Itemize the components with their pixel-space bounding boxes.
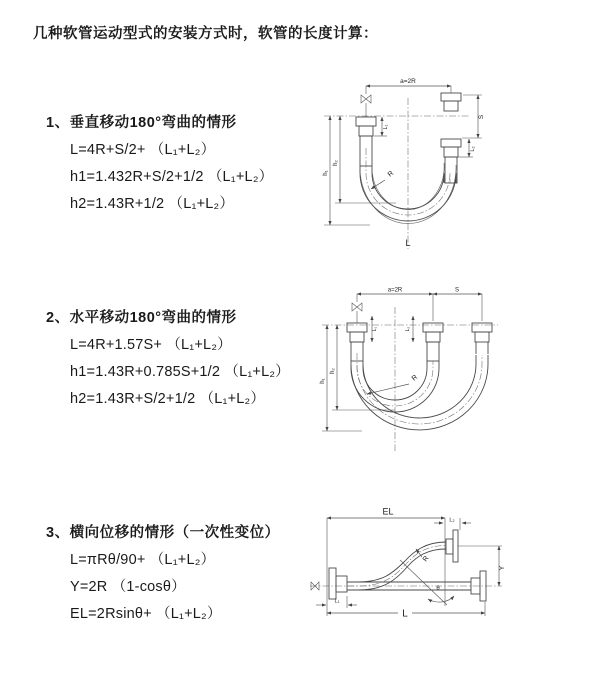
hose-u-bend-moved [351, 355, 488, 430]
section-2-formula-L: L=4R+1.57S+ （L₁+L₂） [70, 337, 232, 353]
end-length-dimensions [372, 316, 413, 342]
section-3-heading: 3、横向位移的情形（一次性变位） [46, 525, 280, 541]
lateral-displacement-diagram [300, 498, 600, 663]
moved-flange-assembly [446, 530, 458, 562]
span-dimension [366, 78, 451, 94]
section-3-formula-EL: EL=2Rsinθ+ （L₁+L₂） [70, 606, 222, 622]
hose-s-curve [347, 542, 446, 590]
dim-label-h1: h₁ [320, 378, 326, 384]
dim-label-l1: L₁ [383, 124, 389, 130]
right-pipe-moved-position [441, 93, 461, 111]
horizontal-180-bend-diagram [310, 283, 600, 458]
angle-construction [400, 560, 454, 605]
section-2-formula-h1: h1=1.43R+0.785S+1/2 （L₁+L₂） [70, 364, 290, 380]
l-dimension [327, 602, 485, 620]
end-length-dimensions [374, 117, 476, 157]
dim-label-a2r: a=2R [400, 78, 416, 85]
dim-label-s: S [478, 114, 485, 120]
dim-label-l2: L₂ [470, 146, 476, 152]
l1-dimension [316, 596, 357, 608]
height-dimensions [320, 325, 395, 431]
section-2-heading: 2、水平移动180°弯曲的情形 [46, 310, 237, 326]
dim-label-theta: θ [436, 586, 440, 592]
radius-callout [367, 374, 419, 394]
right-pipe-moved-position [472, 323, 492, 354]
dim-label-radius: R [410, 373, 420, 383]
dim-label-length: L [405, 238, 411, 248]
dim-label-l2: L₂ [449, 517, 455, 524]
centerlines [324, 98, 470, 249]
valve-icon [361, 95, 371, 117]
span-dimension [357, 288, 482, 322]
y-dimension [458, 546, 506, 586]
dim-label-h1: h₁ [323, 170, 329, 176]
stroke-dimension [462, 95, 485, 138]
dim-label-a2r: a=2R [387, 287, 403, 294]
section-3-formula-Y: Y=2R （1-cosθ） [70, 579, 186, 595]
middle-pipe-original-position [423, 323, 443, 361]
dim-label-length: L [402, 608, 408, 620]
radius-callout [416, 549, 431, 563]
page-title: 几种软管运动型式的安装方式时，软管的长度计算： [33, 26, 378, 42]
dim-label-el: EL [382, 506, 394, 517]
section-1-formula-h2: h2=1.43R+1/2 （L₁+L₂） [70, 196, 235, 212]
dim-label-l1: L₁ [372, 326, 378, 332]
dim-label-s: S [454, 287, 460, 294]
section-2-formula-h2: h2=1.43R+S/2+1/2 （L₁+L₂） [70, 391, 266, 407]
valve-icon [352, 303, 362, 323]
section-1-heading: 1、垂直移动180°弯曲的情形 [46, 115, 237, 131]
section-1-formula-L: L=4R+S/2+ （L₁+L₂） [70, 142, 216, 158]
dim-label-y: Y [499, 565, 506, 571]
dim-label-l1: L₁ [334, 598, 340, 605]
section-3-formula-L: L=πRθ/90+ （L₁+L₂） [70, 552, 216, 568]
vertical-180-bend-diagram [308, 73, 600, 258]
dim-label-h2: h₂ [333, 160, 339, 166]
height-dimensions [323, 116, 396, 225]
dim-label-radius: R [386, 169, 396, 179]
dim-label-h2: h₂ [330, 368, 336, 374]
left-flange-assembly [329, 568, 347, 599]
left-pipe-assembly [356, 117, 376, 166]
dim-label-radius: R [421, 554, 431, 564]
dim-label-l2: L₂ [405, 326, 411, 332]
section-1-formula-h1: h1=1.432R+S/2+1/2 （L₁+L₂） [70, 169, 274, 185]
l2-dimension [434, 518, 471, 531]
